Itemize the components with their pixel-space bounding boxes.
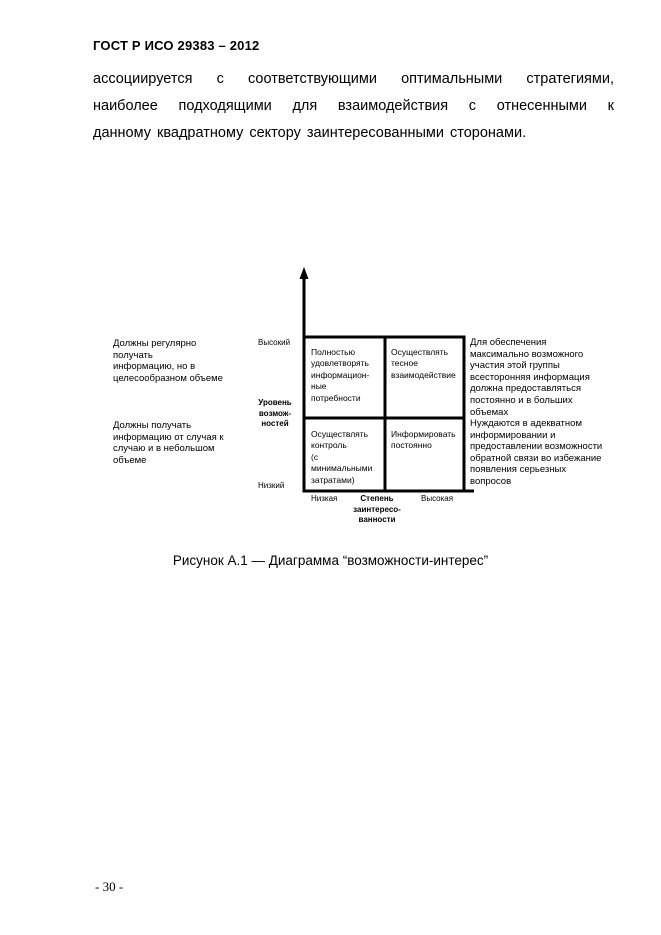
left-note-bottom: Должны получать информацию от случая к случаю и в небольшом объеме	[113, 420, 224, 466]
left-note-top: Должны регулярно получать информацию, но в целесообразном объеме	[113, 338, 223, 384]
y-axis-arrow	[300, 267, 309, 279]
quadrant-bottom-right: Информировать постоянно	[391, 429, 456, 451]
right-note-top: Для обеспечения максимально возможного участия этой группы всесторонняя информация должна предоставляться постоянно и в больших объемах	[470, 337, 590, 418]
document-header: ГОСТ Р ИСО 29383 – 2012	[93, 38, 260, 53]
quadrant-bottom-left: Осуществлять контроль (с минимальными затратами)	[311, 429, 373, 485]
x-axis-low-label: Низкая	[311, 494, 338, 503]
x-axis-title: Степень заинтересо- ванности	[353, 494, 401, 524]
y-axis-title: Уровень возмож- ностей	[258, 398, 292, 428]
x-axis-high-label: Высокая	[421, 494, 454, 503]
paragraph-line-1: ассоциируется с соответствующими оптимальными стратегиями,	[93, 71, 614, 87]
y-axis-high-label: Высокий	[258, 338, 291, 347]
right-note-bottom: Нуждаются в адекватном информировании и предоставлении возможности обратной связи во избежание появления серьезных вопросов	[470, 418, 603, 487]
y-axis-low-label: Низкий	[258, 481, 285, 490]
quadrant-top-right: Осуществлять тесное взаимодействие	[391, 347, 456, 380]
page-number: - 30 -	[95, 879, 124, 894]
quadrant-top-left: Полностью удовлетворять информацион- ные потребности	[311, 347, 370, 403]
paragraph-line-2: наиболее подходящими для взаимодействия с отнесенными к	[93, 98, 614, 114]
paragraph-line-3: данному квадратному сектору заинтересованными сторонами.	[93, 125, 527, 141]
figure-caption: Рисунок А.1 — Диаграмма “возможности-интерес”	[172, 553, 489, 568]
